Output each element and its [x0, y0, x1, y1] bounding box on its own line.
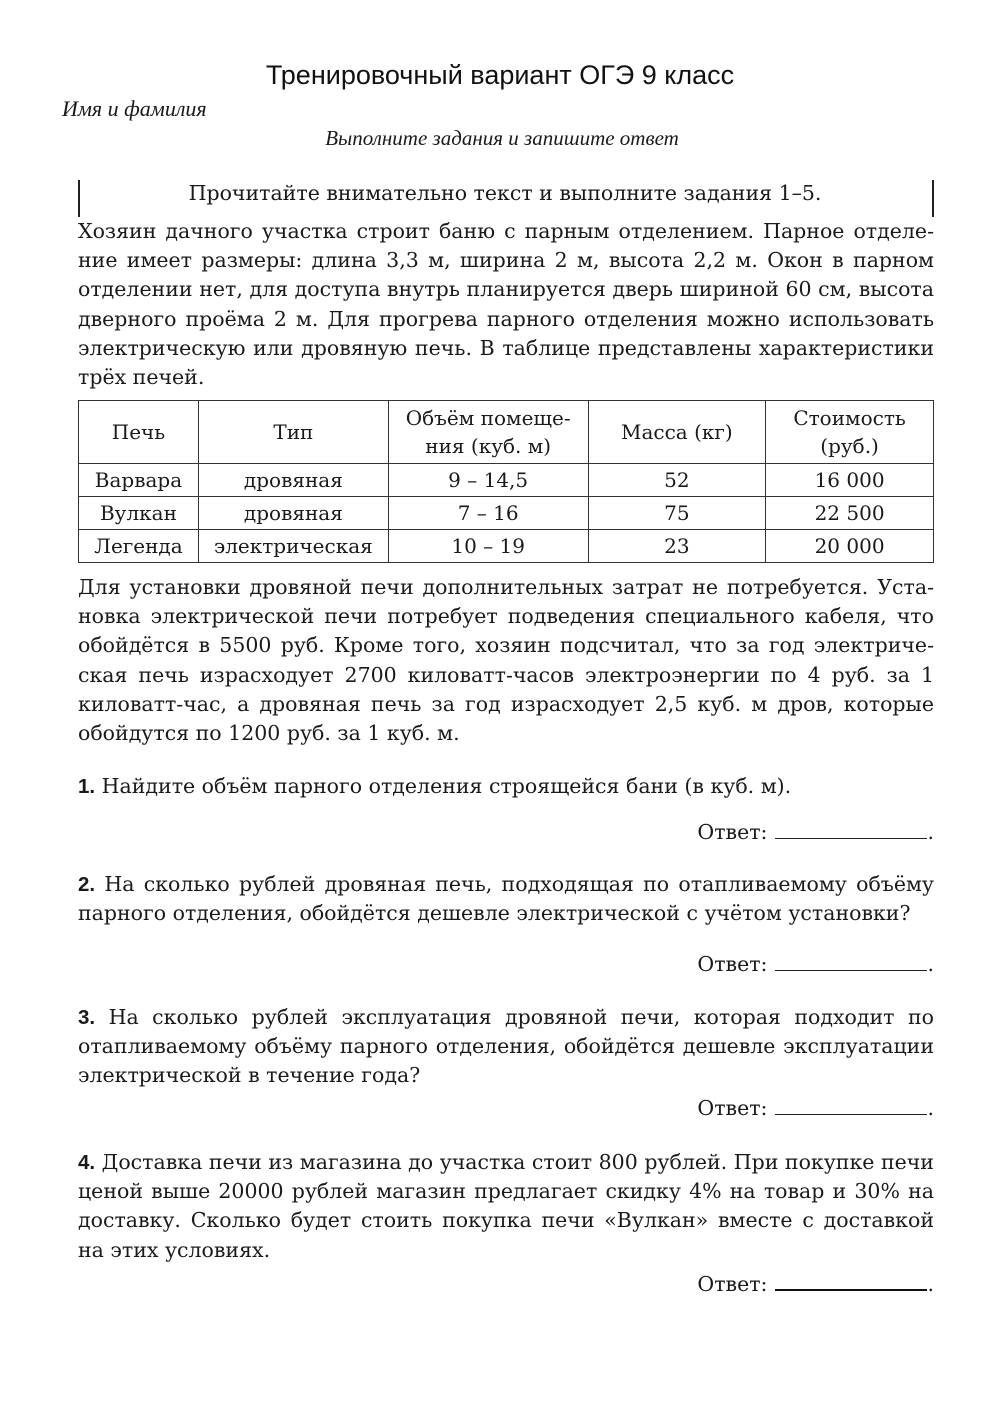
- header-type: Тип: [198, 401, 388, 464]
- answer-period: .: [927, 952, 934, 976]
- question-number: 3.: [78, 1006, 96, 1029]
- question-4: [78, 1148, 934, 1265]
- question-number: 1.: [78, 775, 96, 798]
- question-text: На сколько рублей эксплуатация дровяной печи, которая подходит по отапливаемому объёму парного отделения, обойдётся дешевле эксплуатации электрической в течение года?: [78, 1005, 934, 1088]
- cell-mass: 52: [588, 464, 766, 497]
- header-stove: Печь: [79, 401, 199, 464]
- cell-cost: 16 000: [766, 464, 934, 497]
- answer-period: .: [927, 1096, 934, 1120]
- header-volume: Объём помещения (куб. м): [388, 401, 588, 464]
- answer-blank[interactable]: [775, 1269, 927, 1291]
- header-cost: Стоимость (руб.): [766, 401, 934, 464]
- cell-mass: 23: [588, 530, 766, 563]
- cell-type: дровяная: [198, 464, 388, 497]
- cell-type: электрическая: [198, 530, 388, 563]
- stoves-table: [78, 400, 934, 563]
- answer-blank[interactable]: [775, 818, 927, 839]
- question-2: [78, 870, 934, 928]
- table-row: [79, 464, 934, 497]
- answer-blank[interactable]: [775, 950, 927, 971]
- answer-line-2[interactable]: [697, 950, 934, 976]
- question-text: На сколько рублей дровяная печь, подходящая по отапливаемому объёму парного отделения, обойдётся дешевле электрической с учётом установки?: [78, 872, 934, 926]
- answer-label: Ответ:: [697, 820, 768, 844]
- answer-line-4[interactable]: [697, 1269, 934, 1296]
- intro-paragraph-2: Для установки дровяной печи дополнительных затрат не потребуется. Установка электрической печи потребует подведения специального кабеля, что обойдётся в 5500 руб. Кроме того, хозяин подсчитал, что за год электрическая печь израсходует 2700 киловатт-часов электроэнергии по 4 руб. за 1 киловатт-час, а дровяная печь за год израсходует 2,5 куб. м дров, которые обойдутся по 1200 руб. за 1 куб. м.: [78, 575, 934, 746]
- read-heading: Прочитайте внимательно текст и выполните задания 1–5.: [188, 181, 822, 205]
- answer-label: Ответ:: [697, 1096, 768, 1120]
- cell-stove: Легенда: [79, 530, 199, 563]
- question-number: 2.: [78, 873, 96, 896]
- cell-cost: 20 000: [766, 530, 934, 563]
- page-title: Тренировочный вариант ОГЭ 9 класс: [265, 60, 735, 90]
- table-row: [79, 497, 934, 530]
- name-label: Имя и фамилия: [62, 96, 207, 121]
- question-text: Доставка печи из магазина до участка стоит 800 рублей. При покупке печи ценой выше 20000 рублей магазин предлагает скидку 4% на товар и 30% на доставку. Сколько будет стоить покупка печи «Вулкан» вместе с доставкой на этих условиях.: [78, 1150, 934, 1262]
- cell-volume: 10 – 19: [388, 530, 588, 563]
- answer-label: Ответ:: [697, 1272, 768, 1296]
- cell-type: дровяная: [198, 497, 388, 530]
- intro-paragraph-1: Хозяин дачного участка строит баню с парным отделением. Парное отделение имеет размеры: длина 3,3 м, ширина 2 м, высота 2,2 м. Окон в парном отделении нет, для доступа внутрь планируется дверь шириной 60 см, высота дверного проёма 2 м. Для прогрева парного отделения можно использовать электрическую или дровяную печь. В таблице представлены характеристики трёх печей.: [78, 219, 934, 390]
- question-1: [78, 772, 934, 801]
- header-mass: Масса (кг): [588, 401, 766, 464]
- answer-period: .: [927, 1272, 934, 1296]
- cell-volume: 9 – 14,5: [388, 464, 588, 497]
- table-header-row: [79, 401, 934, 464]
- cell-stove: Вулкан: [79, 497, 199, 530]
- instruction-text: Выполните задания и запишите ответ: [325, 126, 679, 150]
- cell-mass: 75: [588, 497, 766, 530]
- cell-stove: Варвара: [79, 464, 199, 497]
- question-text: Найдите объём парного отделения строящейся бани (в куб. м).: [101, 774, 792, 798]
- answer-period: .: [927, 820, 934, 844]
- cell-cost: 22 500: [766, 497, 934, 530]
- question-3: [78, 1003, 934, 1091]
- table-row: [79, 530, 934, 563]
- question-number: 4.: [78, 1151, 96, 1174]
- answer-line-1[interactable]: [697, 818, 934, 844]
- cell-volume: 7 – 16: [388, 497, 588, 530]
- answer-line-3[interactable]: [697, 1094, 934, 1120]
- answer-label: Ответ:: [697, 952, 768, 976]
- answer-blank[interactable]: [775, 1094, 927, 1115]
